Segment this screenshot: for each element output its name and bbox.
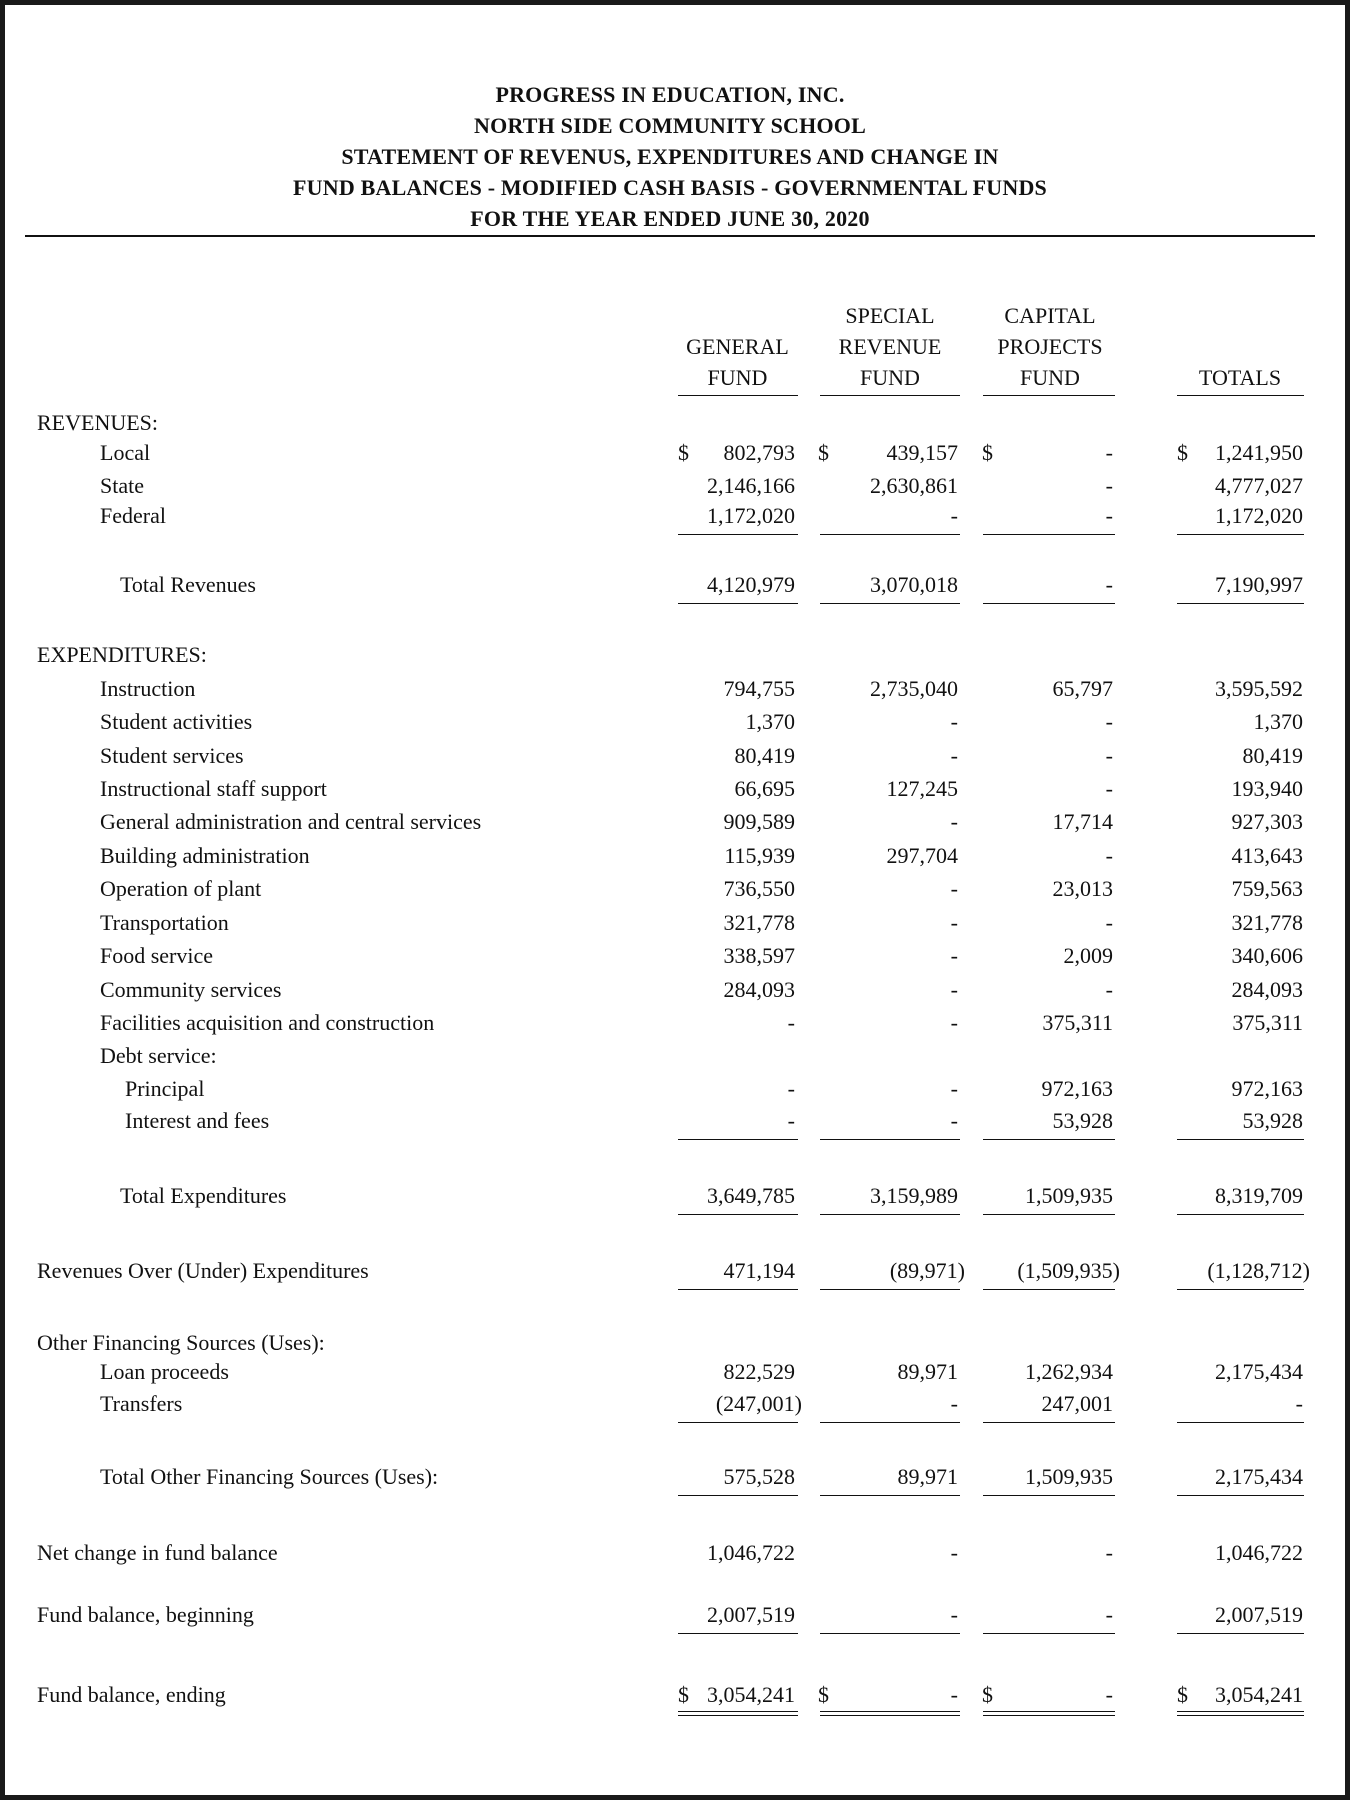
amount-cell: 375,311 [1042, 1010, 1113, 1035]
subtotal-underline [983, 1495, 1115, 1496]
column-header-underline [983, 395, 1115, 396]
column-header-capital-projects-fund: CAPITAL PROJECTS FUND [997, 303, 1103, 390]
amount-cell: - [1105, 1540, 1113, 1565]
amount-cell: 1,370 [1253, 709, 1303, 734]
subtotal-underline [983, 1422, 1115, 1423]
amount-cell: - [1105, 473, 1113, 498]
amount-cell: 1,172,020 [1215, 503, 1303, 528]
subtotal-underline [820, 603, 960, 604]
amount-cell: 80,419 [1242, 743, 1303, 768]
currency-symbol: $ [678, 1682, 689, 1707]
amount-cell: 3,159,989 [870, 1183, 958, 1208]
amount-cell: 115,939 [724, 843, 795, 868]
amount-cell: 321,778 [723, 910, 795, 935]
amount-cell: 471,194 [723, 1258, 795, 1283]
amount-cell: 4,120,979 [707, 572, 795, 597]
row-label: Local [100, 440, 151, 465]
column-header-underline [678, 395, 798, 396]
row-label: Instructional staff support [100, 776, 327, 801]
section-heading: Other Financing Sources (Uses): [37, 1330, 325, 1355]
currency-symbol: $ [818, 1682, 829, 1707]
amount-cell: - [950, 943, 958, 968]
amount-cell: 927,303 [1231, 809, 1303, 834]
amount-cell: - [950, 709, 958, 734]
amount-cell: - [950, 1010, 958, 1035]
total-double-underline [820, 1711, 960, 1716]
amount-cell: 1,046,722 [707, 1540, 795, 1565]
amount-cell: 2,735,040 [870, 676, 958, 701]
row-label: Interest and fees [125, 1108, 270, 1133]
amount-cell: 3,595,592 [1215, 676, 1303, 701]
amount-cell: 2,175,434 [1215, 1464, 1303, 1489]
amount-cell: 822,529 [723, 1359, 795, 1384]
subtotal-underline [1177, 1633, 1304, 1634]
row-label: Net change in fund balance [37, 1540, 278, 1565]
row-label: Transportation [100, 910, 229, 935]
amount-cell: 17,714 [1052, 809, 1113, 834]
amount-cell: 802,793 [723, 440, 795, 465]
amount-cell: - [1105, 440, 1113, 465]
section-heading: EXPENDITURES: [37, 642, 207, 667]
amount-cell: - [950, 1602, 958, 1627]
amount-cell: 1,172,020 [707, 503, 795, 528]
subtotal-underline [678, 1495, 798, 1496]
currency-symbol: $ [1177, 1682, 1188, 1707]
statement-period: FOR THE YEAR ENDED JUNE 30, 2020 [470, 206, 870, 231]
statement-subtitle: FUND BALANCES - MODIFIED CASH BASIS - GOVERNMENTAL FUNDS [293, 175, 1047, 200]
amount-cell: 972,163 [1231, 1076, 1303, 1101]
amount-cell: - [787, 1010, 795, 1035]
amount-cell: - [950, 876, 958, 901]
subtotal-underline [1177, 603, 1304, 604]
subtotal-underline [820, 1214, 960, 1215]
amount-cell: 736,550 [723, 876, 795, 901]
section-heading: REVENUES: [37, 410, 158, 435]
amount-cell: - [950, 977, 958, 1002]
subtotal-underline [983, 1139, 1115, 1140]
column-header-special-revenue-fund: SPECIAL REVENUE FUND [838, 303, 942, 390]
amount-cell: 439,157 [886, 440, 958, 465]
subtotal-underline [983, 534, 1115, 535]
amount-cell: 3,070,018 [870, 572, 958, 597]
amount-cell: - [950, 743, 958, 768]
amount-cell: 4,777,027 [1215, 473, 1303, 498]
row-label: Operation of plant [100, 876, 262, 901]
column-header-totals: TOTALS [1198, 365, 1282, 390]
amount-cell: 759,563 [1231, 876, 1303, 901]
amount-cell: - [1105, 503, 1113, 528]
currency-symbol: $ [678, 440, 689, 465]
subtotal-underline [820, 534, 960, 535]
subtotal-underline [1177, 1139, 1304, 1140]
amount-cell: 127,245 [886, 776, 958, 801]
amount-cell: 3,054,241 [1215, 1682, 1303, 1707]
amount-cell: 247,001 [1041, 1391, 1113, 1416]
row-label: Fund balance, beginning [37, 1602, 254, 1627]
statement-header [25, 79, 1315, 234]
subtotal-underline [1177, 1214, 1304, 1215]
amount-cell: 65,797 [1052, 676, 1113, 701]
amount-cell: (247,001) [715, 1391, 802, 1416]
subtotal-underline [678, 1214, 798, 1215]
amount-cell: - [950, 1076, 958, 1101]
amount-cell: 2,146,166 [707, 473, 795, 498]
amount-cell: - [1105, 843, 1113, 868]
amount-cell: 2,175,434 [1215, 1359, 1303, 1384]
column-header-general-fund: GENERAL FUND [686, 334, 789, 390]
amount-cell: 8,319,709 [1215, 1183, 1303, 1208]
amount-cell: 321,778 [1231, 910, 1303, 935]
amount-cell: 66,695 [734, 776, 795, 801]
row-label: Instruction [100, 676, 196, 701]
amount-cell: - [1105, 977, 1113, 1002]
row-label: Student services [100, 743, 244, 768]
subtotal-underline [820, 1633, 960, 1634]
amount-cell: - [1105, 910, 1113, 935]
row-label: Loan proceeds [100, 1359, 229, 1384]
amount-cell: 80,419 [734, 743, 795, 768]
subtotal-underline [678, 1139, 798, 1140]
amount-cell: 2,007,519 [1215, 1602, 1303, 1627]
currency-symbol: $ [982, 1682, 993, 1707]
amount-cell: 340,606 [1231, 943, 1303, 968]
amount-cell: 3,649,785 [707, 1183, 795, 1208]
row-label: Principal [125, 1076, 205, 1101]
amount-cell: - [950, 1682, 958, 1707]
amount-cell: - [1105, 776, 1113, 801]
amount-cell: 23,013 [1052, 876, 1113, 901]
amount-cell: 193,940 [1231, 776, 1303, 801]
amount-cell: 2,009 [1063, 943, 1113, 968]
subtotal-underline [983, 1633, 1115, 1634]
row-label: Student activities [100, 709, 253, 734]
subtotal-underline [1177, 1422, 1304, 1423]
entity-name: PROGRESS IN EDUCATION, INC. [495, 82, 845, 107]
amount-cell: 297,704 [886, 843, 958, 868]
subtotal-underline [820, 1139, 960, 1140]
school-name: NORTH SIDE COMMUNITY SCHOOL [474, 113, 866, 138]
total-double-underline [983, 1711, 1115, 1716]
total-double-underline [678, 1711, 798, 1716]
amount-cell: - [787, 1108, 795, 1133]
subtotal-underline [678, 1422, 798, 1423]
amount-cell: - [1105, 709, 1113, 734]
column-header-underline [1177, 395, 1304, 396]
currency-symbol: $ [1177, 440, 1188, 465]
column-header-underline [820, 395, 960, 396]
subtotal-underline [820, 1495, 960, 1496]
amount-cell: - [1295, 1391, 1303, 1416]
row-label: Community services [100, 977, 282, 1002]
amount-cell: 1,262,934 [1025, 1359, 1113, 1384]
row-label: Building administration [100, 843, 310, 868]
amount-cell: 89,971 [897, 1464, 958, 1489]
row-label: Facilities acquisition and construction [100, 1010, 435, 1035]
amount-cell: 2,007,519 [707, 1602, 795, 1627]
row-label: Total Revenues [120, 572, 256, 597]
subtotal-underline [983, 1289, 1115, 1290]
subtotal-underline [1177, 534, 1304, 535]
subtotal-underline [678, 534, 798, 535]
header-divider [25, 235, 1315, 237]
row-label: General administration and central services [100, 809, 482, 834]
amount-cell: - [1105, 743, 1113, 768]
amount-cell: (1,128,712) [1207, 1258, 1310, 1283]
amount-cell: 1,241,950 [1215, 440, 1303, 465]
amount-cell: 2,630,861 [870, 473, 958, 498]
subtotal-underline [1177, 1289, 1304, 1290]
amount-cell: - [950, 1391, 958, 1416]
amount-cell: 3,054,241 [707, 1682, 795, 1707]
amount-cell: - [950, 910, 958, 935]
amount-cell: - [1105, 1682, 1113, 1707]
amount-cell: 53,928 [1242, 1108, 1303, 1133]
amount-cell: - [950, 1108, 958, 1133]
subtotal-underline [820, 1422, 960, 1423]
amount-cell: 1,370 [745, 709, 795, 734]
total-double-underline [1177, 1711, 1304, 1716]
row-label: Food service [100, 943, 214, 968]
row-label: Total Other Financing Sources (Uses): [100, 1464, 439, 1489]
subtotal-underline [1177, 1495, 1304, 1496]
amount-cell: 413,643 [1231, 843, 1303, 868]
subtotal-underline [678, 1289, 798, 1290]
amount-cell: 375,311 [1232, 1010, 1303, 1035]
amount-cell: (1,509,935) [1017, 1258, 1120, 1283]
row-label: State [100, 473, 144, 498]
row-label: Revenues Over (Under) Expenditures [37, 1258, 369, 1283]
currency-symbol: $ [982, 440, 993, 465]
amount-cell: 794,755 [723, 676, 795, 701]
amount-cell: - [950, 809, 958, 834]
amount-cell: 338,597 [723, 943, 795, 968]
subtotal-underline [983, 1214, 1115, 1215]
row-label: Fund balance, ending [37, 1682, 226, 1707]
amount-cell: 1,509,935 [1025, 1464, 1113, 1489]
section-heading: Debt service: [100, 1043, 217, 1068]
amount-cell: 284,093 [723, 977, 795, 1002]
currency-symbol: $ [818, 440, 829, 465]
row-label: Federal [100, 503, 166, 528]
subtotal-underline [678, 603, 798, 604]
amount-cell: 909,589 [723, 809, 795, 834]
amount-cell: 53,928 [1052, 1108, 1113, 1133]
subtotal-underline [820, 1289, 960, 1290]
amount-cell: - [787, 1076, 795, 1101]
subtotal-underline [678, 1633, 798, 1634]
amount-cell: - [950, 1540, 958, 1565]
amount-cell: - [1105, 572, 1113, 597]
amount-cell: 284,093 [1231, 977, 1303, 1002]
amount-cell: 89,971 [897, 1359, 958, 1384]
amount-cell: - [950, 503, 958, 528]
amount-cell: 972,163 [1041, 1076, 1113, 1101]
row-label: Total Expenditures [120, 1183, 287, 1208]
subtotal-underline [983, 603, 1115, 604]
amount-cell: 1,509,935 [1025, 1183, 1113, 1208]
amount-cell: - [1105, 1602, 1113, 1627]
statement-title: STATEMENT OF REVENUS, EXPENDITURES AND CHANGE IN [341, 144, 999, 169]
amount-cell: 1,046,722 [1215, 1540, 1303, 1565]
amount-cell: 7,190,997 [1215, 572, 1303, 597]
row-label: Transfers [100, 1391, 183, 1416]
amount-cell: (89,971) [889, 1258, 965, 1283]
amount-cell: 575,528 [723, 1464, 795, 1489]
